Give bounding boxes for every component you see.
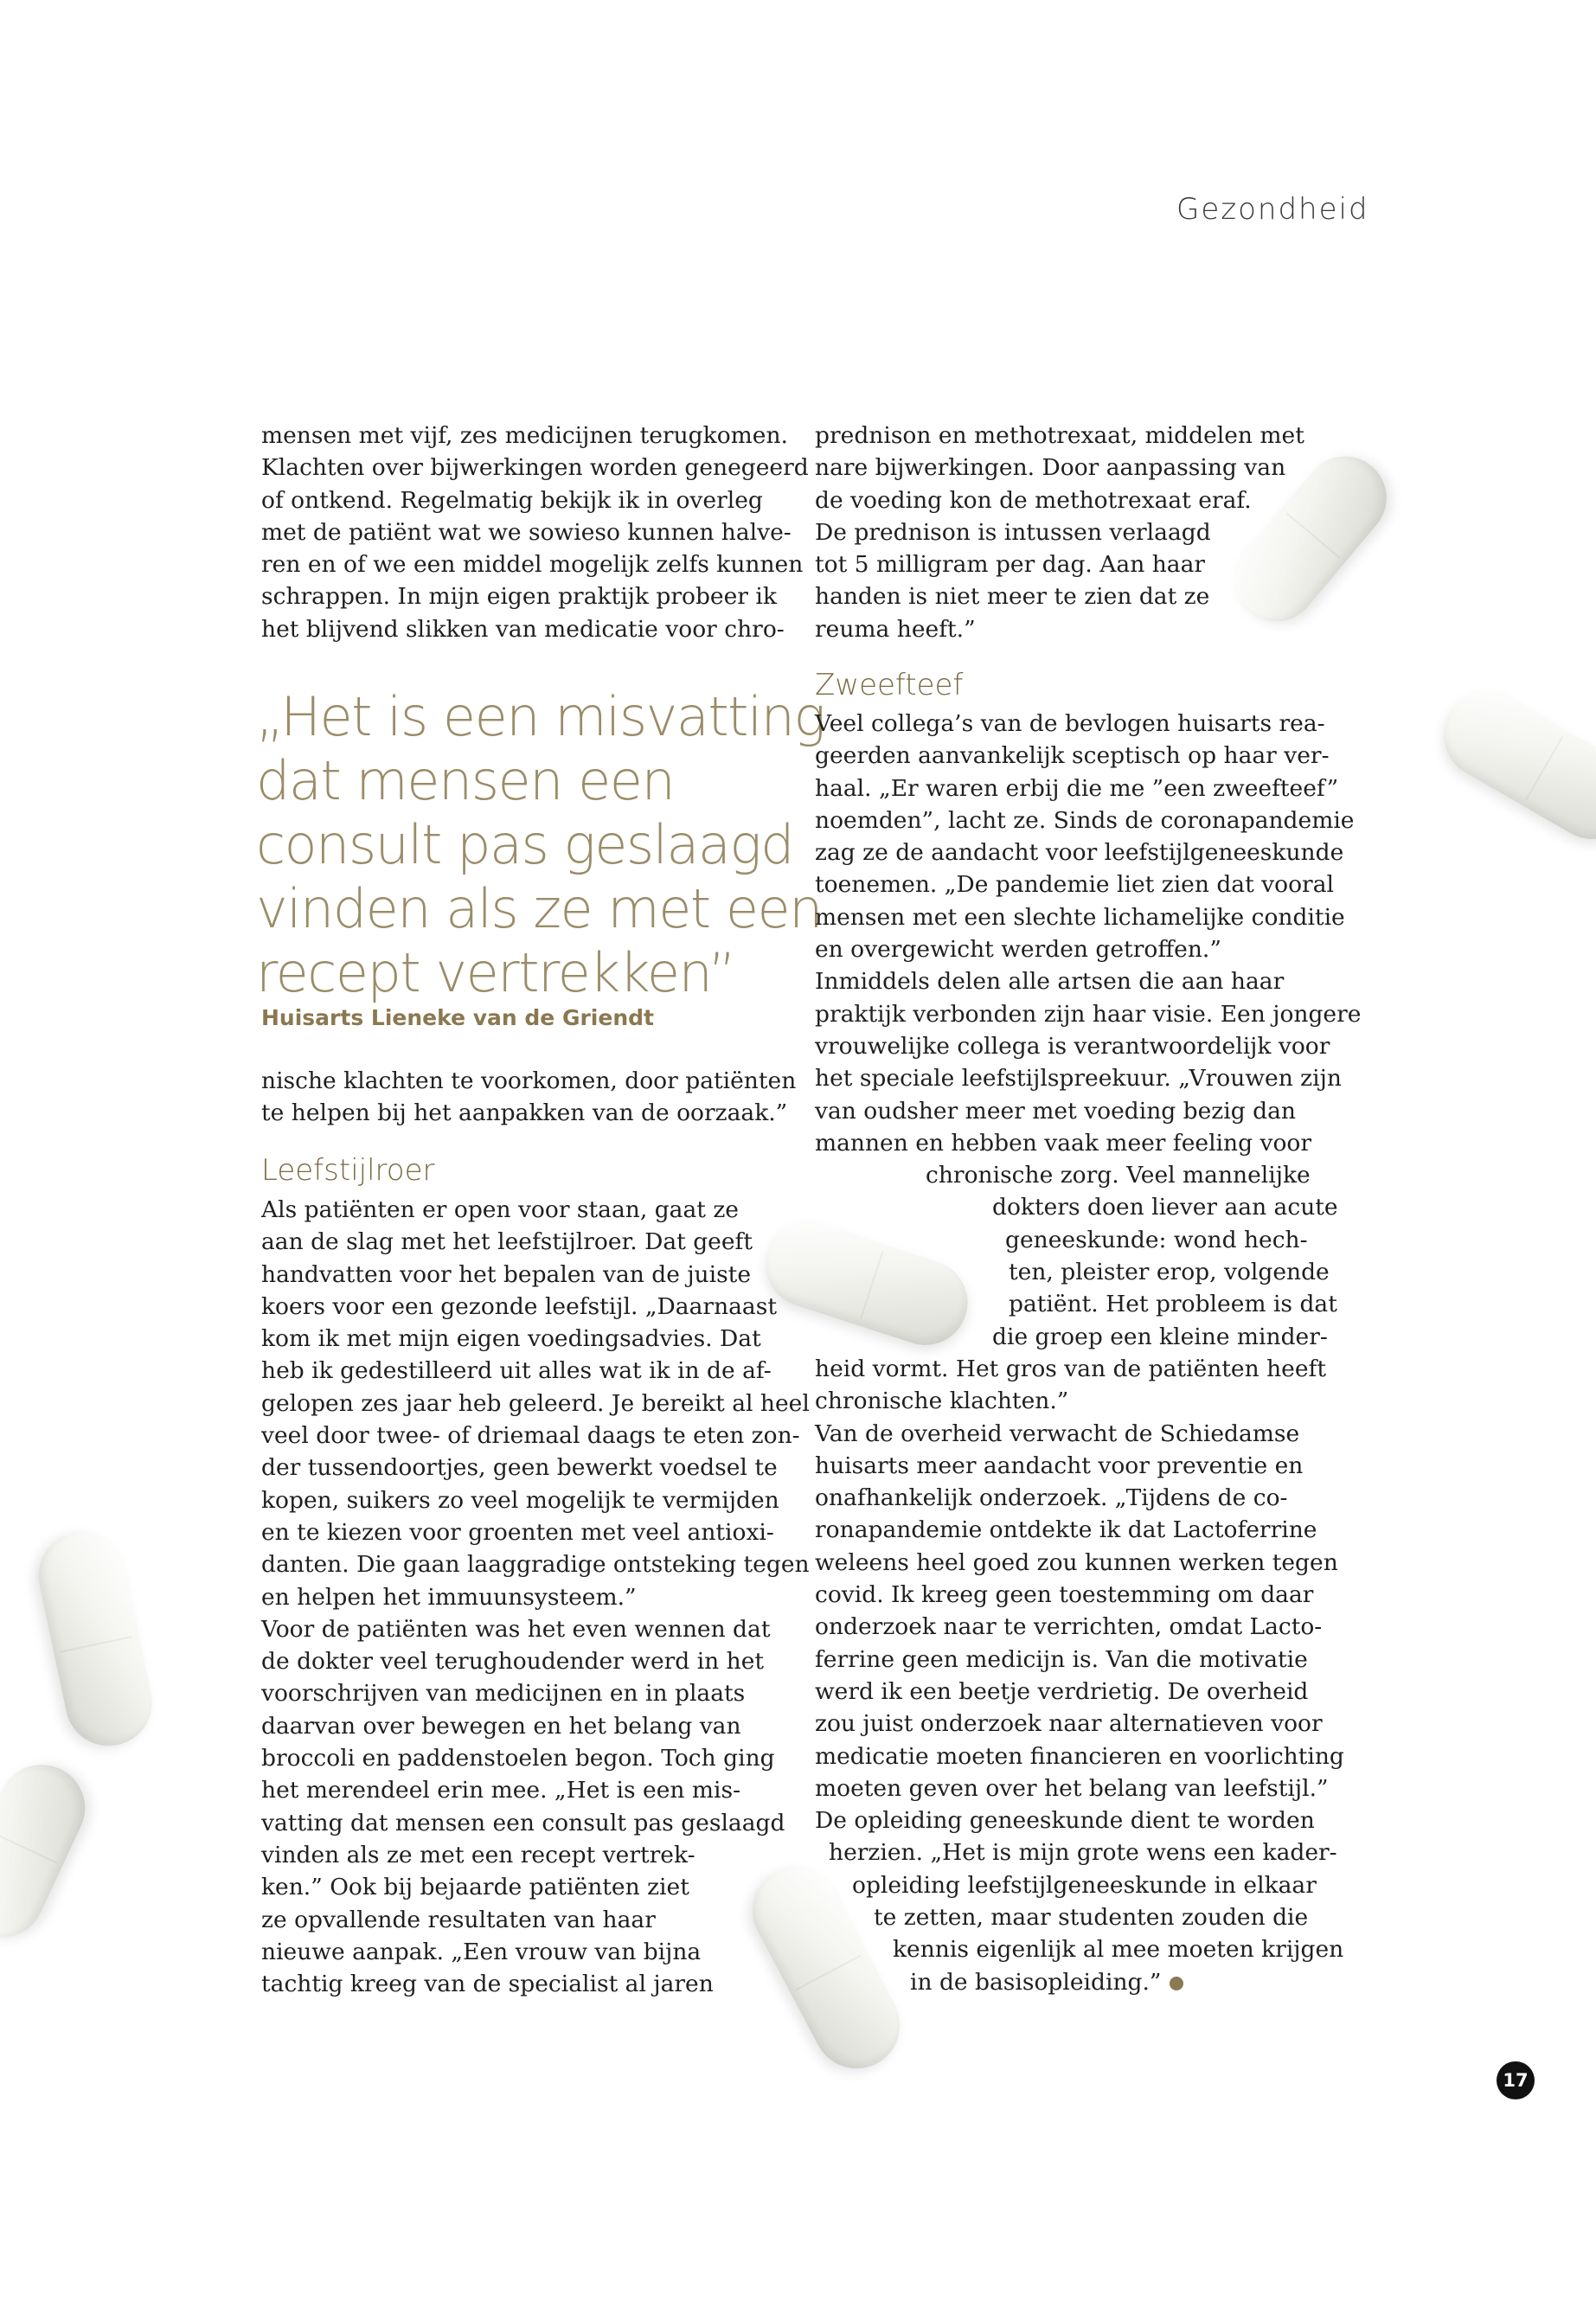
left-column-intro bbox=[261, 420, 809, 645]
text-line: het speciale leefstijlspreekuur. „Vrouwen zijn bbox=[815, 1065, 1342, 1093]
text-line: danten. Die gaan laaggradige ontsteking tegen bbox=[261, 1551, 810, 1579]
text-line: Veel collega’s van de bevlogen huisarts rea- bbox=[815, 710, 1325, 737]
text-line: huisarts meer aandacht voor preventie en bbox=[815, 1452, 1304, 1479]
text-line: prednison en methotrexaat, middelen met bbox=[815, 422, 1304, 449]
text-line: werd ik een beetje verdrietig. De overheid bbox=[815, 1677, 1309, 1705]
text-line: Klachten over bijwerkingen worden genegeerd bbox=[261, 454, 809, 482]
text-line: dokters doen liever aan acute bbox=[992, 1194, 1338, 1221]
text-line: koers voor een gezonde leefstijl. „Daarnaast bbox=[261, 1292, 777, 1320]
text-line: ren en of we een middel mogelijk zelfs kunnen bbox=[261, 551, 804, 579]
text-line: zag ze de aandacht voor leefstijlgeneeskunde bbox=[815, 839, 1344, 867]
text-line: tot 5 milligram per dag. Aan haar bbox=[815, 551, 1206, 579]
text-line: ken.” Ook bij bejaarde patiënten ziet bbox=[261, 1874, 689, 1901]
pull-quote-line: vinden als ze met een bbox=[256, 877, 822, 940]
text-line: Voor de patiënten was het even wennen dat bbox=[261, 1615, 771, 1643]
subheading-leefstijlroer: Leefstijlroer bbox=[261, 1153, 435, 1188]
text-line: De opleiding geneeskunde dient te worden bbox=[815, 1807, 1315, 1835]
text-line: aan de slag met het leefstijlroer. Dat geeft bbox=[261, 1228, 753, 1256]
text-line: herzien. „Het is mijn grote wens een kader- bbox=[829, 1839, 1337, 1867]
text-line: moeten geven over het belang van leefstijl.” bbox=[815, 1774, 1329, 1802]
text-line: voorschrijven van medicijnen en in plaats bbox=[261, 1680, 746, 1708]
right-column-intro bbox=[815, 420, 1304, 645]
text-line: geneeskunde: wond hech- bbox=[1005, 1226, 1308, 1253]
text-line: de voeding kon de methotrexaat eraf. bbox=[815, 486, 1252, 514]
subheading-zweefteef: Zweefteef bbox=[815, 668, 964, 702]
capsule-image bbox=[30, 1524, 160, 1753]
text-line: opleiding leefstijlgeneeskunde in elkaar bbox=[852, 1871, 1317, 1899]
text-line: daarvan over bewegen en het belang van bbox=[261, 1712, 741, 1740]
text-line: kennis eigenlijk al mee moeten krijgen bbox=[893, 1936, 1344, 1964]
pull-quote-line: „Het is een misvatting bbox=[256, 685, 825, 748]
text-line: de dokter veel terughoudender werd in het bbox=[261, 1648, 765, 1676]
text-line: Als patiënten er open voor staan, gaat ze bbox=[261, 1196, 739, 1223]
left-column-body bbox=[261, 1194, 810, 2000]
end-mark-icon bbox=[1170, 1977, 1183, 1990]
text-line: tachtig kreeg van de specialist al jaren bbox=[261, 1971, 714, 1998]
left-column-continuation bbox=[261, 1065, 796, 1130]
text-line: toenemen. „De pandemie liet zien dat vooral bbox=[815, 871, 1335, 899]
text-line: praktijk verbonden zijn haar visie. Een jongere bbox=[815, 1000, 1362, 1028]
pull-quote-line: recept vertrekken” bbox=[256, 941, 735, 1004]
text-line: De prednison is intussen verlaagd bbox=[815, 518, 1211, 546]
right-column-body bbox=[815, 708, 1361, 1998]
pull-quote-line: dat mensen een bbox=[256, 749, 675, 812]
text-line: patiënt. Het probleem is dat bbox=[1009, 1291, 1337, 1318]
text-line: van oudsher meer met voeding bezig dan bbox=[815, 1097, 1296, 1125]
text-line: het merendeel erin mee. „Het is een mis- bbox=[261, 1777, 741, 1804]
text-line: chronische klachten.” bbox=[815, 1388, 1069, 1415]
text-line: medicatie moeten financieren en voorlichting bbox=[815, 1742, 1344, 1770]
text-line: reuma heeft.” bbox=[815, 615, 976, 643]
text-line: nieuwe aanpak. „Een vrouw van bijna bbox=[261, 1938, 702, 1965]
text-line: chronische zorg. Veel mannelijke bbox=[926, 1162, 1311, 1189]
text-line: kopen, suikers zo veel mogelijk te vermijden bbox=[261, 1486, 779, 1514]
text-line: heid vormt. Het gros van de patiënten heeft bbox=[815, 1355, 1326, 1382]
text-line: mensen met een slechte lichamelijke conditie bbox=[815, 903, 1345, 931]
text-line: kom ik met mijn eigen voedingsadvies. Dat bbox=[261, 1325, 761, 1353]
text-line: vinden als ze met een recept vertrek- bbox=[261, 1841, 695, 1868]
text-line: ten, pleister erop, volgende bbox=[1009, 1259, 1330, 1286]
text-line: met de patiënt wat we sowieso kunnen halve- bbox=[261, 518, 792, 546]
text-line: nische klachten te voorkomen, door patiënten bbox=[261, 1067, 797, 1094]
text-line: nare bijwerkingen. Door aanpassing van bbox=[815, 454, 1286, 482]
text-line: schrappen. In mijn eigen praktijk probeer ik bbox=[261, 583, 777, 611]
text-line: of ontkend. Regelmatig bekijk ik in overleg bbox=[261, 486, 763, 514]
text-line: handvatten voor het bepalen van de juiste bbox=[261, 1260, 752, 1288]
text-line: en helpen het immuunsysteem.” bbox=[261, 1583, 637, 1611]
text-line: onderzoek naar te verrichten, omdat Lacto- bbox=[815, 1613, 1323, 1641]
text-line bbox=[815, 1966, 1361, 1998]
text-line: onafhankelijk onderzoek. „Tijdens de co- bbox=[815, 1484, 1288, 1512]
text-line: der tussendoortjes, geen bewerkt voedsel te bbox=[261, 1454, 778, 1482]
text-line: en te kiezen voor groenten met veel antioxi- bbox=[261, 1518, 774, 1546]
text-line: die groep een kleine minder- bbox=[992, 1323, 1328, 1350]
text-line: ze opvallende resultaten van haar bbox=[261, 1906, 656, 1933]
text-line: vrouwelijke collega is verantwoordelijk voor bbox=[815, 1032, 1330, 1060]
text-line: noemden”, lacht ze. Sinds de coronapandemie bbox=[815, 806, 1355, 834]
text-line: handen is niet meer te zien dat ze bbox=[815, 583, 1210, 611]
text-line: Van de overheid verwacht de Schiedamse bbox=[815, 1420, 1300, 1447]
text-line: weleens heel goed zou kunnen werken tegen bbox=[815, 1548, 1338, 1576]
section-label: Gezondheid bbox=[1176, 192, 1369, 227]
text-line: zou juist onderzoek naar alternatieven voor bbox=[815, 1710, 1323, 1738]
text-line: haal. „Er waren erbij die me ”een zweefteef” bbox=[815, 774, 1339, 802]
text-line: ferrine geen medicijn is. Van die motivatie bbox=[815, 1645, 1308, 1673]
pull-quote-line: consult pas geslaagd bbox=[256, 813, 793, 876]
text-line: heb ik gedestilleerd uit alles wat ik in de af- bbox=[261, 1357, 772, 1385]
text-line: Inmiddels delen alle artsen die aan haar bbox=[815, 968, 1285, 996]
text-line: geerden aanvankelijk sceptisch op haar ver- bbox=[815, 742, 1330, 770]
pull-quote bbox=[256, 685, 824, 1005]
capsule-image bbox=[0, 1751, 99, 1952]
text-line: mannen en hebben vaak meer feeling voor bbox=[815, 1129, 1312, 1157]
text-line: mensen met vijf, zes medicijnen terugkomen. bbox=[261, 422, 788, 449]
text-line: en overgewicht werden getroffen.” bbox=[815, 936, 1221, 964]
text-line: covid. Ik kreeg geen toestemming om daar bbox=[815, 1581, 1314, 1609]
page-number: 17 bbox=[1497, 2061, 1535, 2099]
text-line: te zetten, maar studenten zouden die bbox=[874, 1903, 1309, 1931]
text-line: veel door twee- of driemaal daags te eten zon- bbox=[261, 1422, 800, 1450]
text-line: te helpen bij het aanpakken van de oorzaak.” bbox=[261, 1099, 788, 1127]
text-line: vatting dat mensen een consult pas geslaagd bbox=[261, 1809, 785, 1836]
final-line-text: in de basisopleiding.” bbox=[910, 1968, 1162, 1996]
text-line: het blijvend slikken van medicatie voor chro- bbox=[261, 615, 785, 643]
pull-quote-attribution: Huisarts Lieneke van de Griendt bbox=[261, 1005, 654, 1030]
text-line: ronapandemie ontdekte ik dat Lactoferrine bbox=[815, 1516, 1317, 1544]
text-line: gelopen zes jaar heb geleerd. Je bereikt al heel bbox=[261, 1389, 810, 1417]
text-line: broccoli en paddenstoelen begon. Toch ging bbox=[261, 1745, 775, 1772]
capsule-image bbox=[1428, 676, 1596, 856]
